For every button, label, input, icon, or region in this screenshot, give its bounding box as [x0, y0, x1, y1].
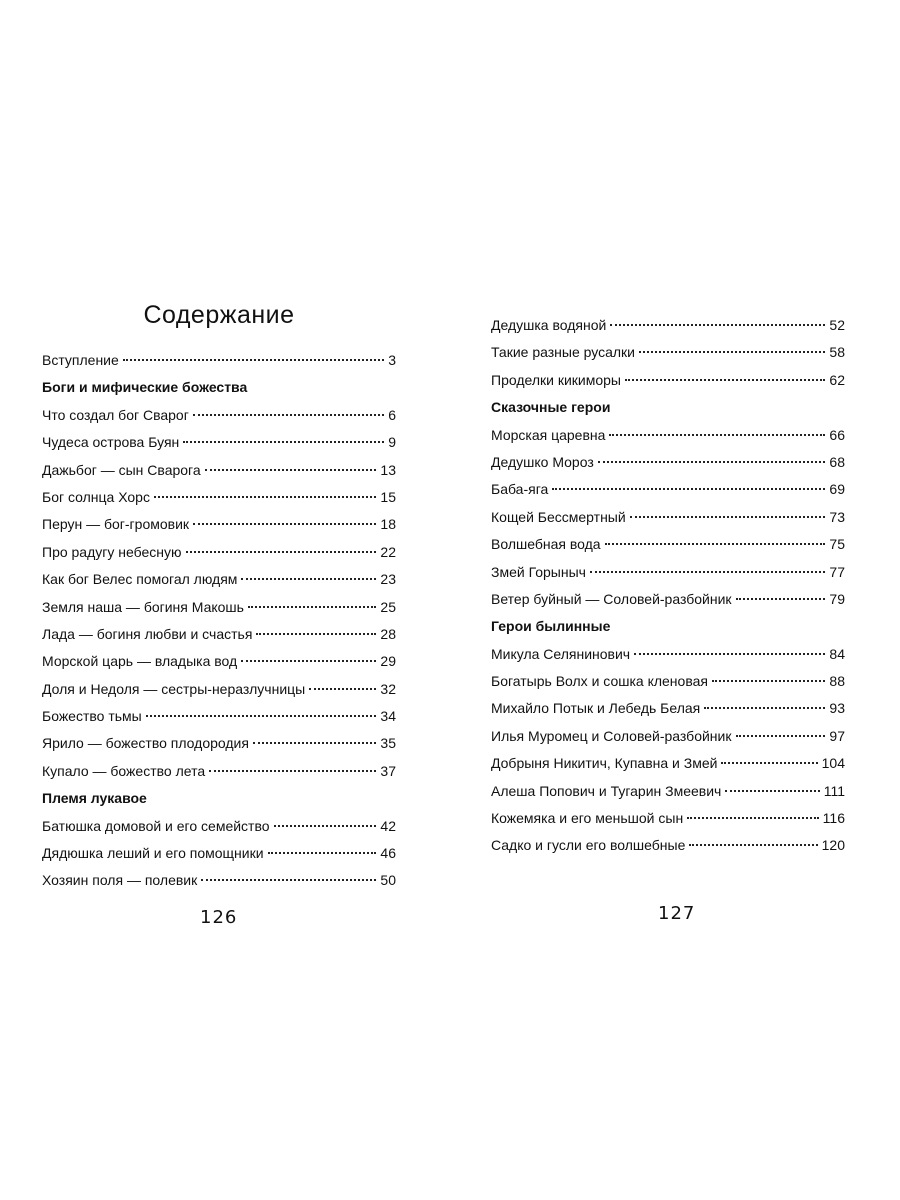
toc-entry[interactable]: [491, 668, 845, 695]
toc-entry-title: Дедушко Мороз: [491, 453, 594, 470]
toc-entry-page: 25: [380, 598, 396, 615]
toc-entry-title: Илья Муромец и Соловей-разбойник: [491, 727, 732, 744]
dot-leader: [201, 879, 376, 881]
toc-entry-title: Чудеса острова Буян: [42, 434, 180, 451]
toc-entry-title: Кощей Бессмертный: [491, 508, 626, 525]
toc-entry-title: Хозяин поля — полевик: [42, 872, 198, 889]
dot-leader: [268, 852, 377, 854]
toc-entry-title: Садко и гусли его волшебные: [491, 837, 686, 854]
dot-leader: [186, 551, 377, 553]
toc-entry-page: 15: [380, 488, 396, 505]
toc-entry-title: Михайло Потык и Лебедь Белая: [491, 700, 701, 717]
toc-entry-title: Что создал бог Сварог: [42, 406, 189, 423]
toc-entry[interactable]: [42, 867, 396, 894]
dot-leader: [704, 707, 825, 709]
dot-leader: [610, 324, 825, 326]
toc-entry[interactable]: [42, 484, 396, 511]
right-page: [491, 312, 845, 860]
toc-section-heading: Сказочные герои: [491, 399, 611, 416]
toc-entry[interactable]: [42, 840, 396, 867]
toc-entry[interactable]: [42, 566, 396, 593]
dot-leader: [193, 523, 376, 525]
toc-entry[interactable]: [491, 778, 845, 805]
toc-entry-title: Про радугу небесную: [42, 543, 182, 560]
dot-leader: [725, 790, 819, 792]
toc-entry-page: 75: [829, 536, 845, 553]
toc-entry-title: Божество тьмы: [42, 708, 142, 725]
dot-leader: [736, 735, 826, 737]
toc-entry-page: 77: [829, 563, 845, 580]
toc-entry[interactable]: [491, 339, 845, 366]
toc-entry-page: 6: [388, 406, 396, 423]
toc-entry-title: Волшебная вода: [491, 536, 601, 553]
toc-entry-page: 32: [380, 680, 396, 697]
dot-leader: [123, 359, 384, 361]
dot-leader: [209, 770, 376, 772]
toc-entry-page: 62: [829, 371, 845, 388]
toc-entry-title: Купало — божество лета: [42, 762, 206, 779]
dot-leader: [630, 516, 826, 518]
toc-entry-page: 120: [821, 837, 845, 854]
toc-entry-title: Добрыня Никитич, Купавна и Змей: [491, 755, 718, 772]
toc-entry[interactable]: [491, 723, 845, 750]
dot-leader: [609, 434, 825, 436]
toc-entry[interactable]: [491, 476, 845, 503]
toc-entry-title: Вступление: [42, 352, 119, 368]
dot-leader: [154, 496, 376, 498]
dot-leader: [205, 469, 377, 471]
toc-entry-title: Лада — богиня любви и счастья: [42, 625, 253, 642]
toc-entry-page: 52: [829, 317, 845, 333]
toc-entry-page: 88: [829, 673, 845, 690]
toc-section-heading: Герои былинные: [491, 618, 611, 635]
dot-leader: [634, 653, 825, 655]
toc-section-heading: Боги и мифические божества: [42, 379, 248, 396]
toc-entry-title: Дажьбог — сын Сварога: [42, 461, 201, 478]
dot-leader: [736, 598, 826, 600]
toc-section-heading: Племя лукавое: [42, 790, 147, 807]
page-number-right: 127: [658, 903, 696, 924]
toc-entry-page: 58: [829, 344, 845, 361]
toc-entry-title: Такие разные русалки: [491, 344, 636, 361]
toc-entry-page: 35: [380, 735, 396, 752]
toc-entry[interactable]: [491, 805, 845, 832]
toc-entry[interactable]: [42, 621, 396, 648]
toc-entry-title: Доля и Недоля — сестры-неразлучницы: [42, 680, 306, 697]
toc-entry-title: Морская царевна: [491, 426, 606, 443]
dot-leader: [687, 817, 818, 819]
toc-entry-title: Ярило — божество плодородия: [42, 735, 249, 752]
toc-entry[interactable]: [491, 531, 845, 558]
dot-leader: [639, 351, 825, 353]
dot-leader: [689, 844, 817, 846]
toc-entry-page: 111: [823, 782, 845, 799]
dot-leader: [605, 543, 826, 545]
toc-entry-title: Перун — бог-громовик: [42, 516, 190, 533]
toc-entry-title: Ветер буйный — Соловей-разбойник: [491, 590, 732, 607]
contents-title: Содержание: [143, 301, 295, 329]
dot-leader: [183, 441, 384, 443]
toc-entry[interactable]: [42, 457, 396, 484]
dot-leader: [241, 660, 376, 662]
toc-entry-page: 18: [380, 516, 396, 533]
toc-entry[interactable]: [491, 641, 845, 668]
dot-leader: [253, 742, 376, 744]
toc-entry[interactable]: [42, 594, 396, 621]
toc-entry[interactable]: [42, 347, 396, 374]
toc-entry-page: 104: [821, 755, 845, 772]
toc-entry-title: Дядюшка леший и его помощники: [42, 845, 264, 862]
toc-entry-page: 79: [829, 590, 845, 607]
toc-entry-page: 22: [380, 543, 396, 560]
dot-leader: [248, 606, 376, 608]
left-page: [42, 300, 396, 895]
toc-entry-title: Морской царь — владыка вод: [42, 653, 238, 670]
toc-entry-title: Богатырь Волх и сошка кленовая: [491, 673, 708, 690]
toc-entry-page: 46: [380, 845, 396, 862]
toc-entry[interactable]: [42, 730, 396, 757]
toc-entry-title: Баба-яга: [491, 481, 549, 498]
toc-entry[interactable]: [42, 676, 396, 703]
toc-entry-title: Батюшка домовой и его семейство: [42, 817, 270, 834]
toc-entry-page: 9: [388, 434, 396, 451]
toc-entry-page: 29: [380, 653, 396, 670]
toc-entry[interactable]: [42, 758, 396, 785]
dot-leader: [625, 379, 825, 381]
toc-entry-page: 116: [822, 810, 845, 827]
dot-leader: [256, 633, 376, 635]
toc-entry[interactable]: [491, 504, 845, 531]
toc-entry[interactable]: [491, 367, 845, 394]
page-number-left: 126: [200, 907, 238, 928]
toc-entry-title: Микула Селянинович: [491, 645, 631, 662]
toc-entry-page: 34: [380, 708, 396, 725]
toc-entry-page: 73: [829, 508, 845, 525]
toc-entry-page: 84: [829, 645, 845, 662]
toc-entry-page: 97: [829, 727, 845, 744]
toc-entry-title: Алеша Попович и Тугарин Змеевич: [491, 782, 722, 799]
toc-entry-page: 37: [380, 762, 396, 779]
toc-entry[interactable]: [42, 648, 396, 675]
toc-entry-title: Бог солнца Хорс: [42, 488, 150, 505]
toc-entry-page: 69: [829, 481, 845, 498]
toc-list-left: [42, 347, 396, 895]
toc-entry-page: 50: [380, 872, 396, 889]
toc-entry-page: 13: [380, 461, 396, 478]
toc-entry-title: Проделки кикиморы: [491, 371, 621, 388]
toc-entry-title: Земля наша — богиня Макошь: [42, 598, 244, 615]
dot-leader: [590, 571, 825, 573]
toc-entry-page: 68: [829, 453, 845, 470]
dot-leader: [193, 414, 384, 416]
toc-entry-title: Дедушка водяной: [491, 317, 607, 333]
dot-leader: [309, 688, 376, 690]
dot-leader: [241, 578, 376, 580]
toc-entry[interactable]: [491, 559, 845, 586]
toc-entry[interactable]: [491, 586, 845, 613]
dot-leader: [146, 715, 377, 717]
toc-entry[interactable]: [491, 422, 845, 449]
toc-entry[interactable]: [42, 813, 396, 840]
toc-entry[interactable]: [491, 695, 845, 722]
dot-leader: [598, 461, 826, 463]
toc-entry[interactable]: [42, 429, 396, 456]
toc-entry[interactable]: [42, 703, 396, 730]
toc-entry-page: 3: [388, 352, 396, 368]
toc-entry[interactable]: [491, 312, 845, 339]
toc-entry[interactable]: [491, 750, 845, 777]
toc-entry[interactable]: [491, 449, 845, 476]
toc-list-right: [491, 312, 845, 860]
toc-entry-title: Кожемяка и его меньшой сын: [491, 810, 684, 827]
toc-entry[interactable]: [491, 832, 845, 859]
dot-leader: [552, 488, 825, 490]
toc-entry-title: Змей Горыныч: [491, 563, 586, 580]
dot-leader: [712, 680, 825, 682]
toc-entry[interactable]: [42, 511, 396, 538]
toc-entry[interactable]: [42, 402, 396, 429]
toc-entry-page: 42: [380, 817, 396, 834]
toc-entry-page: 28: [380, 625, 396, 642]
toc-entry-page: 66: [829, 426, 845, 443]
toc-entry-page: 23: [380, 571, 396, 588]
dot-leader: [274, 825, 377, 827]
toc-entry[interactable]: [42, 539, 396, 566]
toc-entry-title: Как бог Велес помогал людям: [42, 571, 238, 588]
dot-leader: [721, 762, 817, 764]
toc-entry-page: 93: [829, 700, 845, 717]
